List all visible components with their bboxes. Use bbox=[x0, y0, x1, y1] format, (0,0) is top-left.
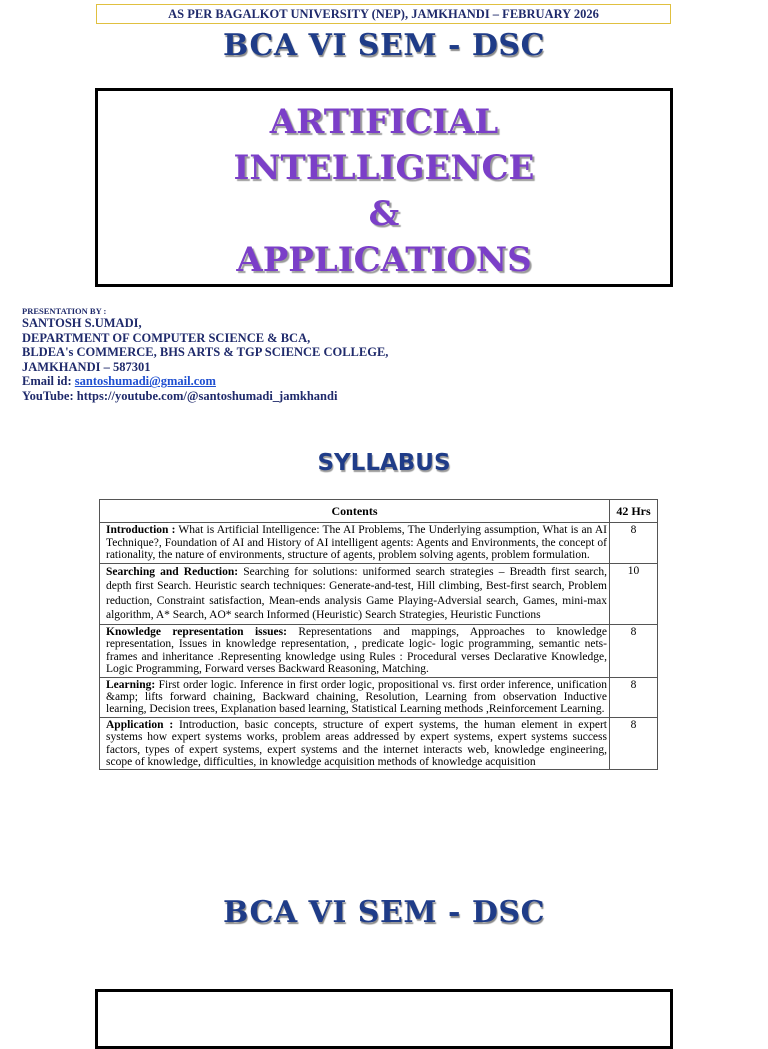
email-link[interactable]: santoshumadi@gmail.com bbox=[74, 374, 216, 389]
row-hours: 8 bbox=[610, 523, 658, 563]
table-row bbox=[100, 563, 658, 624]
row-hours: 8 bbox=[610, 625, 658, 678]
row-contents bbox=[100, 523, 610, 563]
row-topic: Introduction : bbox=[106, 524, 176, 537]
row-topic: Knowledge representation issues: bbox=[106, 626, 287, 638]
subject-title-line: ARTIFICIAL bbox=[269, 102, 499, 142]
row-text: Searching for solutions: uniformed search strategies – Breadth first search, depth first Search. Heuristic search techniques: Generate-and-test, Hill climbing, Best-first search, Problem reduction, Constraint satisfaction, Mean-ends analysis Game Playing-Adversial search, Games, mini-max algorithm, A* Search, AO* search Informed (Heuristic) Search Strategies, Heuristic Functions bbox=[106, 565, 607, 622]
row-text: First order logic. Inference in first order logic, propositional vs. first order inference, unification &amp; lifts forward chaining, Backward chaining, Resolution, Learning from observation Inductive learning, Decision trees, Explanation based learning, Statistical Learning methods ,Reinforcement Learning. bbox=[106, 678, 607, 716]
table-row bbox=[100, 523, 658, 563]
subject-title-box bbox=[95, 88, 673, 287]
row-contents bbox=[100, 677, 610, 717]
row-contents bbox=[100, 717, 610, 770]
table-header-row bbox=[100, 500, 658, 523]
course-title: BCA VI SEM - DSC bbox=[223, 28, 545, 63]
presenter-department: DEPARTMENT OF COMPUTER SCIENCE & BCA, bbox=[22, 330, 311, 345]
presenter-email-line bbox=[22, 374, 388, 389]
subject-title-line: & bbox=[368, 194, 400, 234]
subject-title-line: INTELLIGENCE bbox=[233, 148, 535, 188]
table-row bbox=[100, 677, 658, 717]
syllabus-heading: SYLLABUS bbox=[317, 450, 451, 476]
header-hours: 42 Hrs bbox=[610, 500, 658, 523]
email-label: Email id: bbox=[22, 374, 75, 389]
row-hours: 10 bbox=[610, 563, 658, 624]
presenter-youtube: YouTube: https://youtube.com/@santoshumadi_jamkhandi bbox=[22, 388, 338, 403]
university-banner: AS PER BAGALKOT UNIVERSITY (NEP), JAMKHANDI – FEBRUARY 2026 bbox=[96, 4, 671, 24]
row-text: Representations and mappings, Approaches to knowledge representation, Issues in knowledge representation, , predicate logic- logic programming, semantic nets- frames and inheritance .Representing knowledge using Rules : Procedural verses Declarative Knowledge, Logic Programming, Forward verses Backward Reasoning, Matching. bbox=[106, 626, 607, 676]
row-text: Introduction, basic concepts, structure of expert systems, the human element in expert systems how expert systems works, problem areas addressed by expert systems, expert systems success factors, types of expert systems, expert systems and the internet interacts web, knowledge engineering, scope of knowledge, difficulties, in knowledge acquisition methods of knowledge acquisition bbox=[106, 718, 607, 769]
presenter-block bbox=[22, 306, 388, 404]
presenter-label: PRESENTATION BY : bbox=[22, 306, 107, 316]
table-row bbox=[100, 717, 658, 770]
row-topic: Learning: bbox=[106, 678, 156, 691]
subject-title-line: APPLICATIONS bbox=[236, 240, 532, 280]
presenter-address: JAMKHANDI – 587301 bbox=[22, 359, 151, 374]
syllabus-table bbox=[99, 499, 658, 770]
header-contents: Contents bbox=[100, 500, 610, 523]
row-text: What is Artificial Intelligence: The AI Problems, The Underlying assumption, What is an AI Technique?, Foundation of AI and History of AI intelligent agents: Agents and Environments, the concept of rationality, the nature of environments, structure of agents, problem solving agents, problem formulation. bbox=[106, 524, 607, 562]
row-contents bbox=[100, 625, 610, 678]
row-contents bbox=[100, 563, 610, 624]
presenter-name: SANTOSH S.UMADI, bbox=[22, 316, 142, 330]
row-topic: Application : bbox=[106, 718, 174, 731]
row-hours: 8 bbox=[610, 677, 658, 717]
row-hours: 8 bbox=[610, 717, 658, 770]
next-title-box bbox=[95, 989, 673, 1049]
row-topic: Searching and Reduction: bbox=[106, 565, 239, 578]
table-row bbox=[100, 625, 658, 678]
course-title-repeat: BCA VI SEM - DSC bbox=[223, 895, 545, 930]
presenter-college: BLDEA's COMMERCE, BHS ARTS & TGP SCIENCE COLLEGE, bbox=[22, 345, 389, 360]
